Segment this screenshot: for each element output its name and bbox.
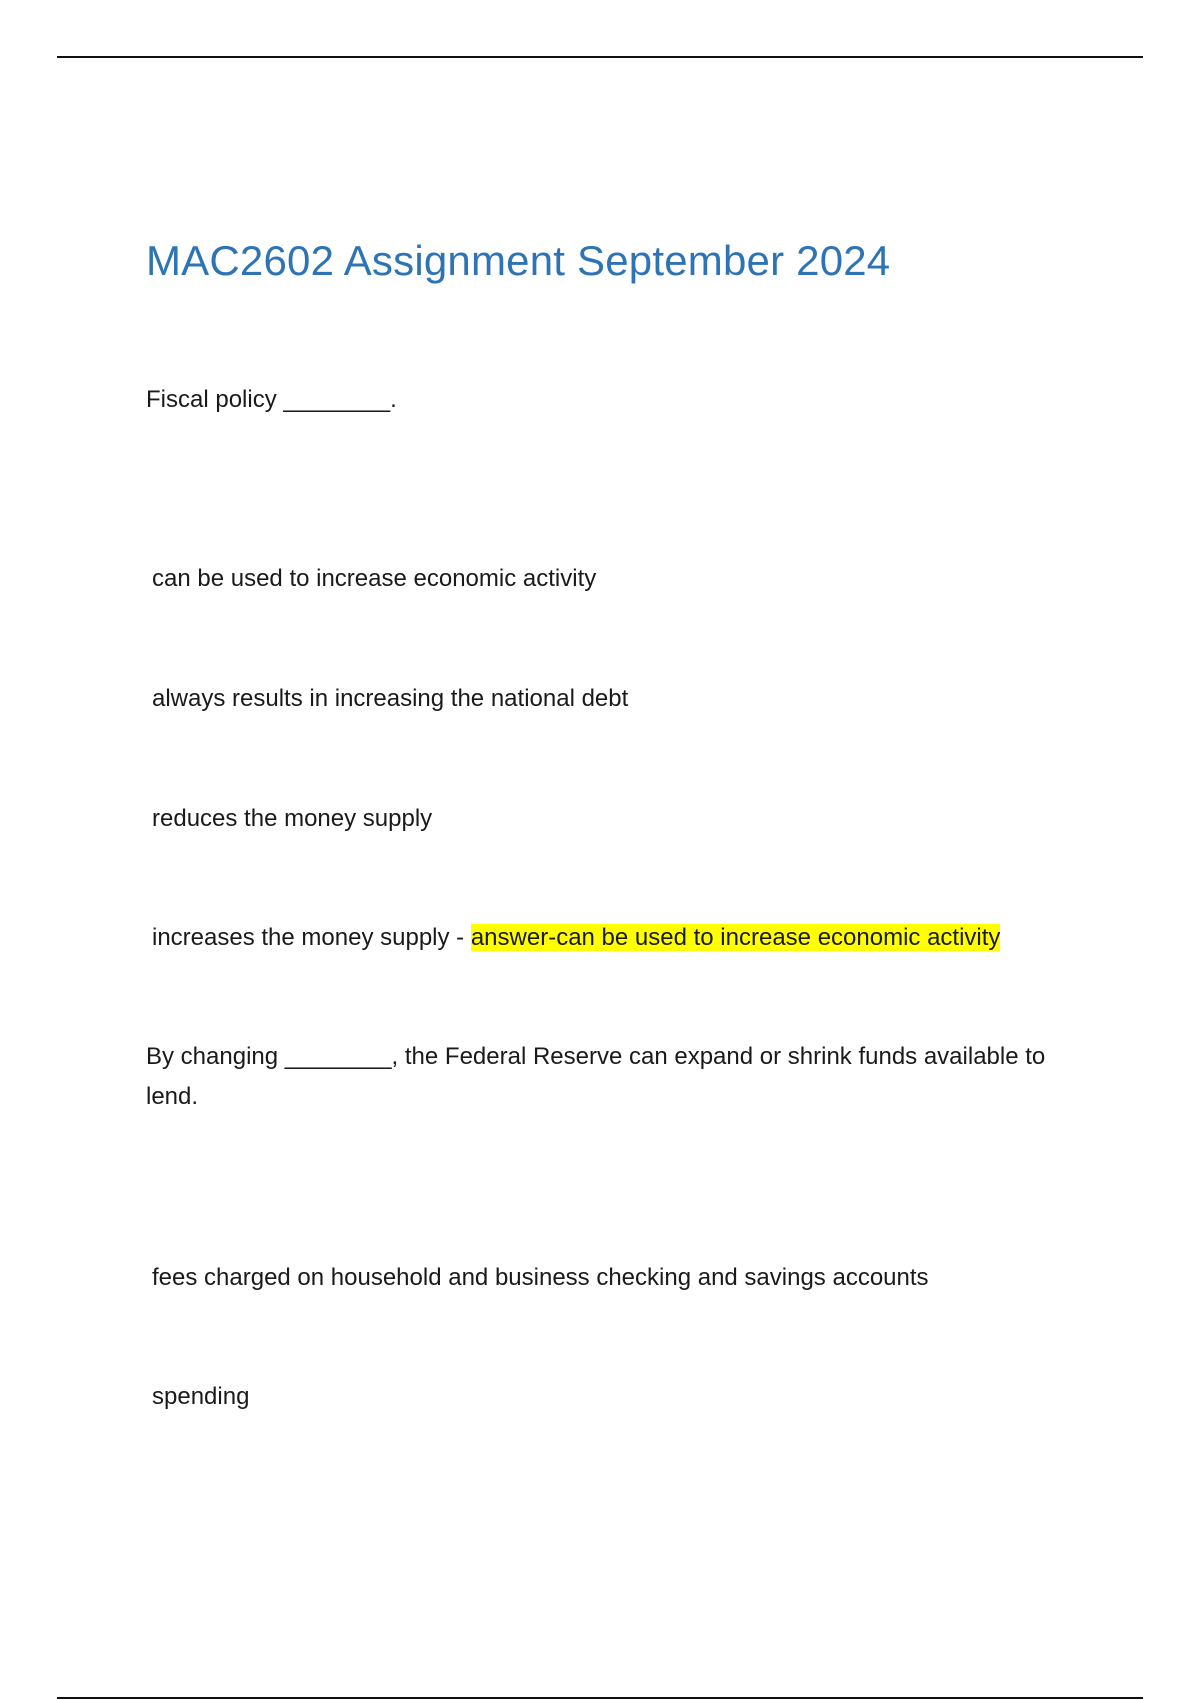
question-1-option-1: can be used to increase economic activity — [152, 565, 597, 592]
question-1-option-4: increases the money supply - — [152, 924, 471, 951]
question-1-option-3: reduces the money supply — [152, 805, 433, 832]
document-title: MAC2602 Assignment September 2024 — [146, 237, 891, 285]
question-1-prompt: Fiscal policy ________. — [146, 386, 397, 413]
question-2-option-1: fees charged on household and business checking and savings accounts — [152, 1264, 929, 1291]
question-1-option-2: always results in increasing the national debt — [152, 685, 629, 712]
question-1-answer-highlight: answer-can be used to increase economic activity — [470, 924, 1001, 951]
top-page-rule — [57, 56, 1143, 58]
question-2-prompt: By changing ________, the Federal Reserve can expand or shrink funds available to lend. — [146, 1043, 1046, 1110]
bottom-page-rule — [57, 1697, 1143, 1699]
question-2-option-2: spending — [152, 1383, 250, 1410]
question-1-option-4-with-answer — [152, 918, 1000, 958]
